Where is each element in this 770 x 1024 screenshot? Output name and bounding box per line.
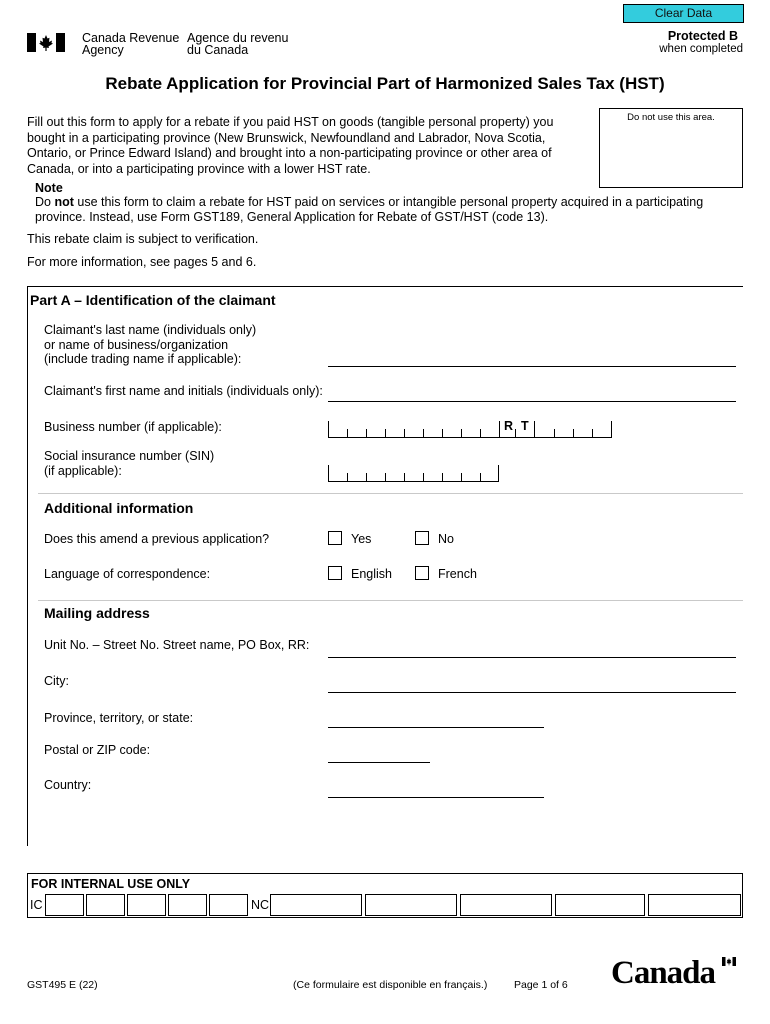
nc-box-1[interactable] — [270, 894, 362, 916]
country-field[interactable] — [328, 797, 544, 798]
form-code: GST495 E (22) — [27, 979, 98, 991]
rt-letter-r: R — [504, 419, 514, 433]
agency-name-fr: Agence du revenu du Canada — [187, 31, 289, 57]
ic-label: IC — [30, 898, 43, 912]
business-number-field[interactable] — [328, 421, 612, 438]
amend-no-checkbox[interactable] — [415, 531, 429, 545]
verification-text: This rebate claim is subject to verification. — [27, 232, 259, 246]
nc-label: NC — [251, 898, 270, 912]
amend-question: Does this amend a previous application? — [44, 532, 270, 546]
country-label: Country: — [44, 778, 92, 792]
sin-label: Social insurance number (SIN) (if applicable): — [44, 449, 215, 478]
intro-text: Fill out this form to apply for a rebate if you paid HST on goods (tangible personal property) you bought in a participating province (New Brunswick, Newfoundland and Labrador, Nova Scotia, Ontario, or Prince Edward Island) and brought into a non-participating province or other area of Canada, or into a participating province with a lower HST rate. — [27, 115, 554, 176]
last-name-label: Claimant's last name (individuals only) or name of business/organization (include trading name if applicable): — [44, 323, 257, 366]
mailing-divider — [38, 600, 743, 601]
french-label: French — [438, 567, 477, 581]
amend-yes-checkbox[interactable] — [328, 531, 342, 545]
nc-box-5[interactable] — [648, 894, 741, 916]
business-number-label: Business number (if applicable): — [44, 420, 222, 434]
postal-field[interactable] — [328, 762, 430, 763]
agency-name-en: Canada Revenue Agency — [82, 31, 180, 57]
protected-b-label: Protected B — [667, 29, 738, 43]
french-availability-note: (Ce formulaire est disponible en français.) — [293, 979, 488, 991]
language-question: Language of correspondence: — [44, 567, 211, 581]
rt-letter-t: T — [521, 419, 529, 433]
additional-info-divider — [38, 493, 743, 494]
clear-data-button[interactable]: Clear Data — [623, 4, 744, 23]
do-not-use-area: Do not use this area. — [599, 108, 743, 188]
street-field[interactable] — [328, 657, 736, 658]
sin-field[interactable] — [328, 465, 499, 482]
mailing-address-title: Mailing address — [44, 605, 150, 621]
form-title: Rebate Application for Provincial Part of Harmonized Sales Tax (HST) — [105, 74, 665, 93]
when-completed-label: when completed — [659, 43, 743, 55]
french-checkbox[interactable] — [415, 566, 429, 580]
province-field[interactable] — [328, 727, 544, 728]
first-name-label: Claimant's first name and initials (individuals only): — [44, 384, 323, 398]
nc-box-2[interactable] — [365, 894, 457, 916]
last-name-field[interactable] — [328, 366, 736, 367]
note-heading: Note — [35, 181, 63, 195]
province-label: Province, territory, or state: — [44, 711, 194, 725]
ic-box-2[interactable] — [86, 894, 125, 916]
city-field[interactable] — [328, 692, 736, 693]
ic-box-3[interactable] — [127, 894, 166, 916]
nc-box-4[interactable] — [555, 894, 645, 916]
more-info-text: For more information, see pages 5 and 6. — [27, 255, 257, 269]
postal-label: Postal or ZIP code: — [44, 743, 151, 757]
ic-box-5[interactable] — [209, 894, 248, 916]
additional-info-title: Additional information — [44, 500, 194, 516]
ic-box-1[interactable] — [45, 894, 84, 916]
page-number: Page 1 of 6 — [514, 979, 568, 991]
street-label: Unit No. – Street No. Street name, PO Box, RR: — [44, 638, 310, 652]
part-a-title: Part A – Identification of the claimant — [30, 292, 276, 308]
internal-use-title: FOR INTERNAL USE ONLY — [31, 877, 191, 891]
amend-no-label: No — [438, 532, 454, 546]
english-label: English — [351, 567, 392, 581]
english-checkbox[interactable] — [328, 566, 342, 580]
nc-box-3[interactable] — [460, 894, 552, 916]
canada-wordmark: Canada — [611, 955, 716, 991]
wordmark-flag-icon — [722, 957, 736, 966]
city-label: City: — [44, 674, 69, 688]
canada-flag-icon — [27, 33, 65, 52]
amend-yes-label: Yes — [351, 532, 372, 546]
ic-box-4[interactable] — [168, 894, 207, 916]
first-name-field[interactable] — [328, 401, 736, 402]
note-text: Do not use this form to claim a rebate for HST paid on services or intangible personal property acquired in a participating province. Instead, use Form GST189, General Application for Rebate of GST/HST (code 13). — [35, 195, 704, 224]
